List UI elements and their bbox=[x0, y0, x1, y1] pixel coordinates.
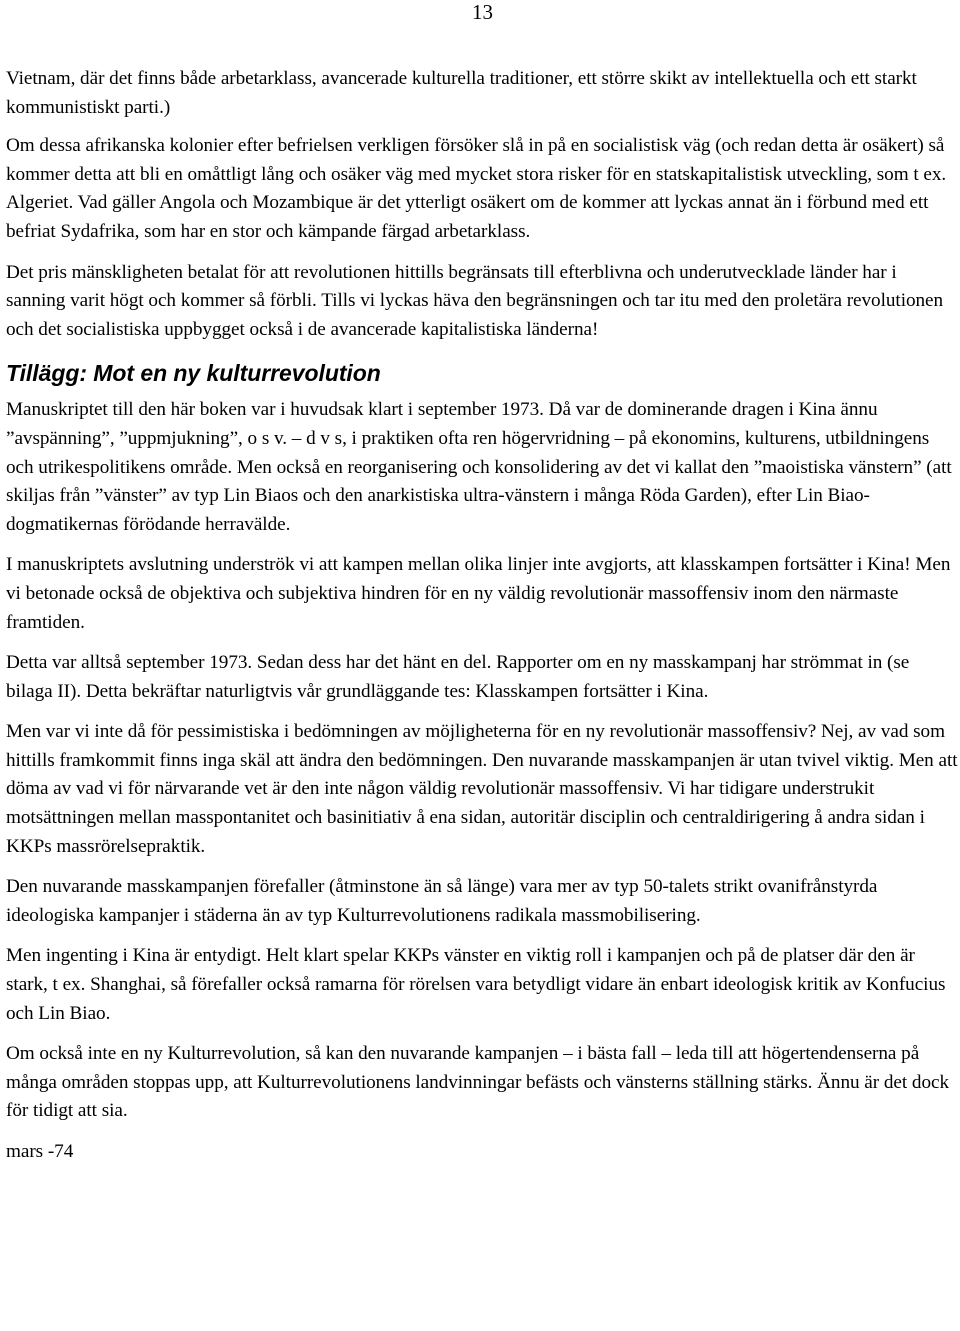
paragraph-september-1973: Detta var alltså september 1973. Sedan dess har det hänt en del. Rapporter om en ny masskampanj har strömmat in (se bilaga II). Detta bekräftar naturligtvis vår grundläggande tes: Klasskampen fortsätter i Kina. bbox=[6, 652, 910, 702]
paragraph-price-of-humanity: Det pris mänskligheten betalat för att revolutionen hittills begränsats till efterblivna och underutvecklade länder har i sanning varit högt och kommer så förbli. Tills vi lyckas häva den begränsningen och tar itu med den proletära revolutionen och det socialistiska uppbygget också i de avancerade kapitalistiska länderna! bbox=[6, 261, 944, 340]
paragraph-cultural-revolution: Om också inte en ny Kulturrevolution, så kan den nuvarande kampanjen – i bästa fall – leda till att högertendenserna på många områden stoppas upp, att Kulturrevolutionens landvinningar befästs och vänsterns ställning stärks. Ännu är det dock för tidigt att sia. bbox=[6, 1043, 949, 1122]
document-body bbox=[6, 65, 958, 1167]
paragraph-current-campaign: Den nuvarande masskampanjen förefaller (åtminstone än så länge) vara mer av typ 50-talets strikt ovanifrånstyrda ideologiska kampanjer i städerna än av typ Kulturrevolutionens radikala massmobilisering. bbox=[6, 876, 878, 926]
paragraph-manuscript: Manuskriptet till den här boken var i huvudsak klart i september 1973. Då var de dominerande dragen i Kina ännu ”avspänning”, ”uppmjukning”, o s v. – d v s, i praktiken ofta ren högervridning – på ekonomins, kulturens, utbildningens och utrikespolitikens område. Men också en reorganisering och konsolidering av det vi kallat den ”maoistiska vänstern” (att skiljas från ”vänster” av typ Lin Biaos och den anarkistiska ultra-vänstern i många Röda Garden), efter Lin Biao-dogmatikernas förödande herravälde. bbox=[6, 399, 952, 535]
paragraph-african-colonies: Om dessa afrikanska kolonier efter befrielsen verkligen försöker slå in på en socialistisk väg (och redan detta är osäkert) så kommer detta att bli en omåttligt lång och osäker väg med mycket stora risker för en statskapitalistisk utveckling, som t ex. Algeriet. Vad gäller Angola och Mozambique är det ytterligt osäkert om de kommer att lyckas annat än i förbund med ett befriat Sydafrika, som har en stor och kämpande färgad arbetarklass. bbox=[6, 135, 947, 242]
section-heading: Tillägg: Mot en ny kulturrevolution bbox=[6, 360, 381, 387]
paragraph-pessimism: Men var vi inte då för pessimistiska i bedömningen av möjligheterna för en ny revolutionär massoffensiv? Nej, av vad som hittills framkommit finns inga skäl att ändra den bedömningen. Den nuvarande masskampanjen är utan tvivel viktig. Men att döma av vad vi för närvarande vet är den inte någon väldig revolutionär massoffensiv. Vi har tidigare understrukit motsättningen mellan masspontanitet och basinitiativ å ena sidan, autoritär disciplin och centraldirigering å andra sidan i KKPs massrörelsepraktik. bbox=[6, 721, 958, 857]
paragraph-vietnam: Vietnam, där det finns både arbetarklass, avancerade kulturella traditioner, ett större skikt av intellektuella och ett starkt kommunistiskt parti.) bbox=[6, 68, 917, 118]
page-number: 13 bbox=[472, 0, 493, 24]
paragraph-manuscript-ending: I manuskriptets avslutning underströk vi att kampen mellan olika linjer inte avgjorts, att klasskampen fortsätter i Kina! Men vi betonade också de objektiva och subjektiva hindren för en ny väldig revolutionär massoffensiv inom den närmaste framtiden. bbox=[6, 554, 951, 633]
paragraph-nothing-unambiguous: Men ingenting i Kina är entydigt. Helt klart spelar KKPs vänster en viktig roll i kampanjen och på de platser där den är stark, t ex. Shanghai, så förefaller också ramarna för rörelsen vara betydligt vidare än enbart ideologisk kritik av Konfucius och Lin Biao. bbox=[6, 945, 946, 1024]
signoff-date: mars -74 bbox=[6, 1141, 74, 1162]
